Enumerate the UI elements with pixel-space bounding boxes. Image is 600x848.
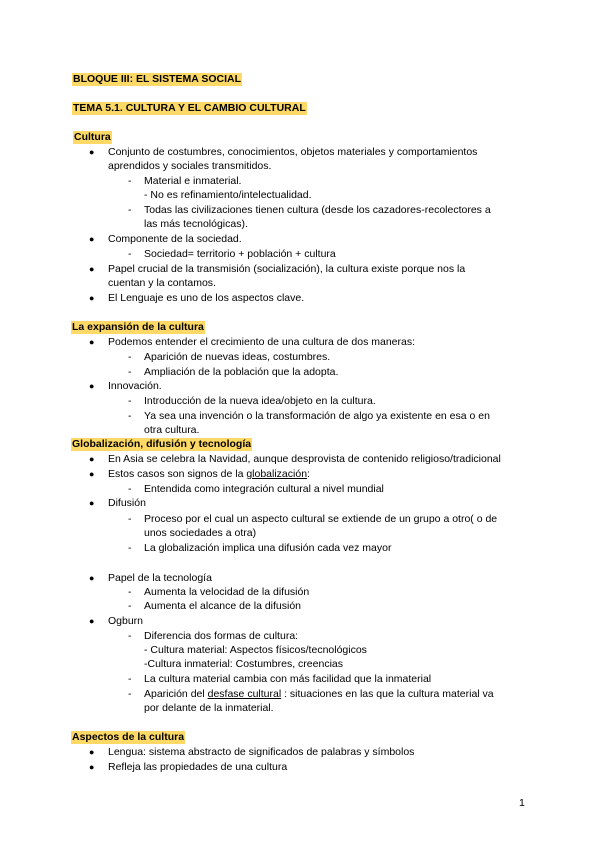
bullet-icon: ● <box>89 337 95 347</box>
bloque-title: BLOQUE III: EL SISTEMA SOCIAL <box>73 73 242 85</box>
bullet-icon: ● <box>89 469 95 479</box>
sub-item-cont: unos sociedades a otra) <box>144 527 257 539</box>
sub-item: Entendida como integración cultural a nivel mundial <box>144 483 384 495</box>
dash-icon: - <box>128 410 132 422</box>
bullet-icon: ● <box>89 616 95 626</box>
bullet-icon: ● <box>89 573 95 583</box>
list-item: Componente de la sociedad. <box>108 233 242 245</box>
term-desfase-cultural: desfase cultural <box>207 688 282 700</box>
list-item: Difusión <box>108 497 146 509</box>
list-item: Papel de la tecnología <box>108 572 212 584</box>
bullet-icon: ● <box>89 147 95 157</box>
bullet-icon: ● <box>89 381 95 391</box>
sub-item: La cultura material cambia con más facilidad que la inmaterial <box>144 673 432 685</box>
sub-item: Introducción de la nueva idea/objeto en la cultura. <box>144 395 376 407</box>
dash-icon: - <box>128 351 132 363</box>
list-item: Refleja las propiedades de una cultura <box>108 761 288 773</box>
list-item: Lengua: sistema abstracto de significados de palabras y símbolos <box>108 746 415 758</box>
dash-icon: - <box>128 600 132 612</box>
list-item-cont: cuentan y la contamos. <box>108 277 216 289</box>
list-item: Conjunto de costumbres, conocimientos, objetos materiales y comportamientos <box>108 146 478 158</box>
list-item: En Asia se celebra la Navidad, aunque desprovista de contenido religioso/tradicional <box>108 453 501 465</box>
bullet-icon: ● <box>89 498 95 508</box>
sub-item: Todas las civilizaciones tienen cultura (desde los cazadores-recolectores a <box>144 204 491 216</box>
list-item <box>108 468 310 481</box>
list-item: Papel crucial de la transmisión (socialización), la cultura existe porque nos la <box>108 263 466 275</box>
bullet-icon: ● <box>89 264 95 274</box>
sub-item-cont: por delante de la inmaterial. <box>144 702 274 714</box>
dash-icon: - <box>128 673 132 685</box>
section-heading-cultura: Cultura <box>74 131 111 143</box>
sub-item: Ya sea una invención o la transformación de algo ya existente en esa o en <box>144 410 490 422</box>
list-item: Podemos entender el crecimiento de una cultura de dos maneras: <box>108 336 416 348</box>
sub-item: Material e inmaterial. <box>144 175 242 187</box>
dash-icon: - <box>128 248 132 260</box>
dash-icon: - <box>128 395 132 407</box>
text-run: Aparición del <box>144 688 208 700</box>
sub-item-cont: otra cultura. <box>144 424 200 436</box>
text-run: : <box>307 468 310 480</box>
text-run: : situaciones en las que la cultura material va <box>281 688 494 700</box>
dash-icon: - <box>128 542 132 554</box>
bullet-icon: ● <box>89 454 95 464</box>
dash-icon: - <box>128 204 132 216</box>
sub-sub-item: - No es refinamiento/intelectualidad. <box>144 189 312 201</box>
section-heading-globalizacion: Globalización, difusión y tecnología <box>72 438 252 450</box>
sub-sub-item: - Cultura material: Aspectos físicos/tecnológicos <box>144 644 367 656</box>
bullet-icon: ● <box>89 293 95 303</box>
list-item-cont: aprendidos y sociales transmitidos. <box>108 160 272 172</box>
dash-icon: - <box>128 366 132 378</box>
page-number: 1 <box>519 797 525 809</box>
sub-item: La globalización implica una difusión cada vez mayor <box>144 542 392 554</box>
dash-icon: - <box>128 688 132 700</box>
sub-item: Aumenta la velocidad de la difusión <box>144 586 310 598</box>
sub-item: Diferencia dos formas de cultura: <box>144 630 299 642</box>
section-heading-aspectos: Aspectos de la cultura <box>72 731 185 743</box>
sub-item: Ampliación de la población que la adopta. <box>144 366 339 378</box>
term-globalizacion: globalización <box>246 468 308 480</box>
sub-item <box>144 688 494 701</box>
sub-item-cont: las más tecnológicas). <box>144 218 248 230</box>
section-heading-expansion: La expansión de la cultura <box>72 321 204 333</box>
bullet-icon: ● <box>89 762 95 772</box>
bullet-icon: ● <box>89 234 95 244</box>
dash-icon: - <box>128 483 132 495</box>
sub-sub-item: -Cultura inmaterial: Costumbres, creencias <box>144 658 343 670</box>
list-item: El Lenguaje es uno de los aspectos clave. <box>108 292 305 304</box>
bullet-icon: ● <box>89 747 95 757</box>
sub-item: Proceso por el cual un aspecto cultural se extiende de un grupo a otro( o de <box>144 513 498 525</box>
tema-title: TEMA 5.1. CULTURA Y EL CAMBIO CULTURAL <box>73 102 306 114</box>
sub-item: Aumenta el alcance de la difusión <box>144 600 302 612</box>
dash-icon: - <box>128 586 132 598</box>
list-item: Ogburn <box>108 615 144 627</box>
dash-icon: - <box>128 513 132 525</box>
sub-item: Aparición de nuevas ideas, costumbres. <box>144 351 331 363</box>
sub-item: Sociedad= territorio + población + cultura <box>144 248 336 260</box>
text-run: Estos casos son signos de la <box>108 468 247 480</box>
list-item: Innovación. <box>108 380 162 392</box>
dash-icon: - <box>128 175 132 187</box>
dash-icon: - <box>128 630 132 642</box>
